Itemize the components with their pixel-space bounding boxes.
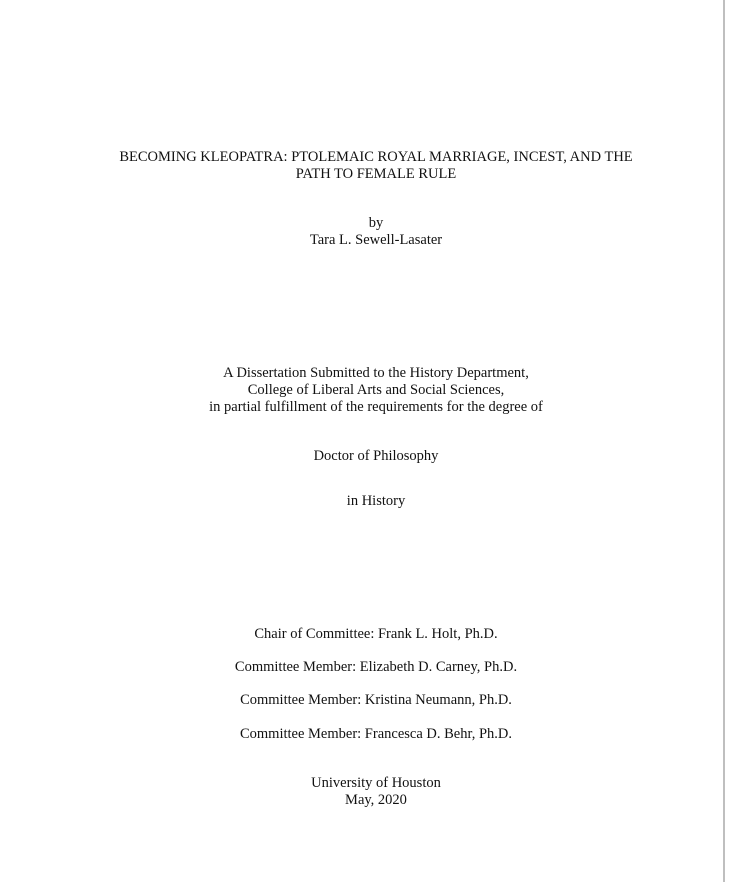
submission-statement-line-1: A Dissertation Submitted to the History Department, [223, 365, 529, 381]
dissertation-title-line-2: PATH TO FEMALE RULE [295, 166, 457, 182]
degree-name: Doctor of Philosophy [313, 448, 439, 464]
page-gutter [725, 0, 734, 882]
committee-chair: Chair of Committee: Frank L. Holt, Ph.D. [254, 626, 498, 642]
submission-statement-line-3: in partial fulfillment of the requirements for the degree of [209, 399, 543, 415]
committee-member-3: Committee Member: Francesca D. Behr, Ph.D. [239, 726, 513, 742]
institution-name: University of Houston [311, 775, 441, 791]
author-name: Tara L. Sewell-Lasater [309, 232, 443, 248]
dissertation-title-line-1: BECOMING KLEOPATRA: PTOLEMAIC ROYAL MARRIAGE, INCEST, AND THE [119, 149, 633, 165]
by-label: by [368, 215, 384, 231]
degree-field: in History [346, 493, 406, 509]
committee-member-1: Committee Member: Elizabeth D. Carney, Ph.D. [234, 659, 518, 675]
submission-date: May, 2020 [345, 792, 407, 808]
submission-statement-line-2: College of Liberal Arts and Social Sciences, [247, 382, 505, 398]
committee-member-2: Committee Member: Kristina Neumann, Ph.D. [240, 692, 512, 708]
